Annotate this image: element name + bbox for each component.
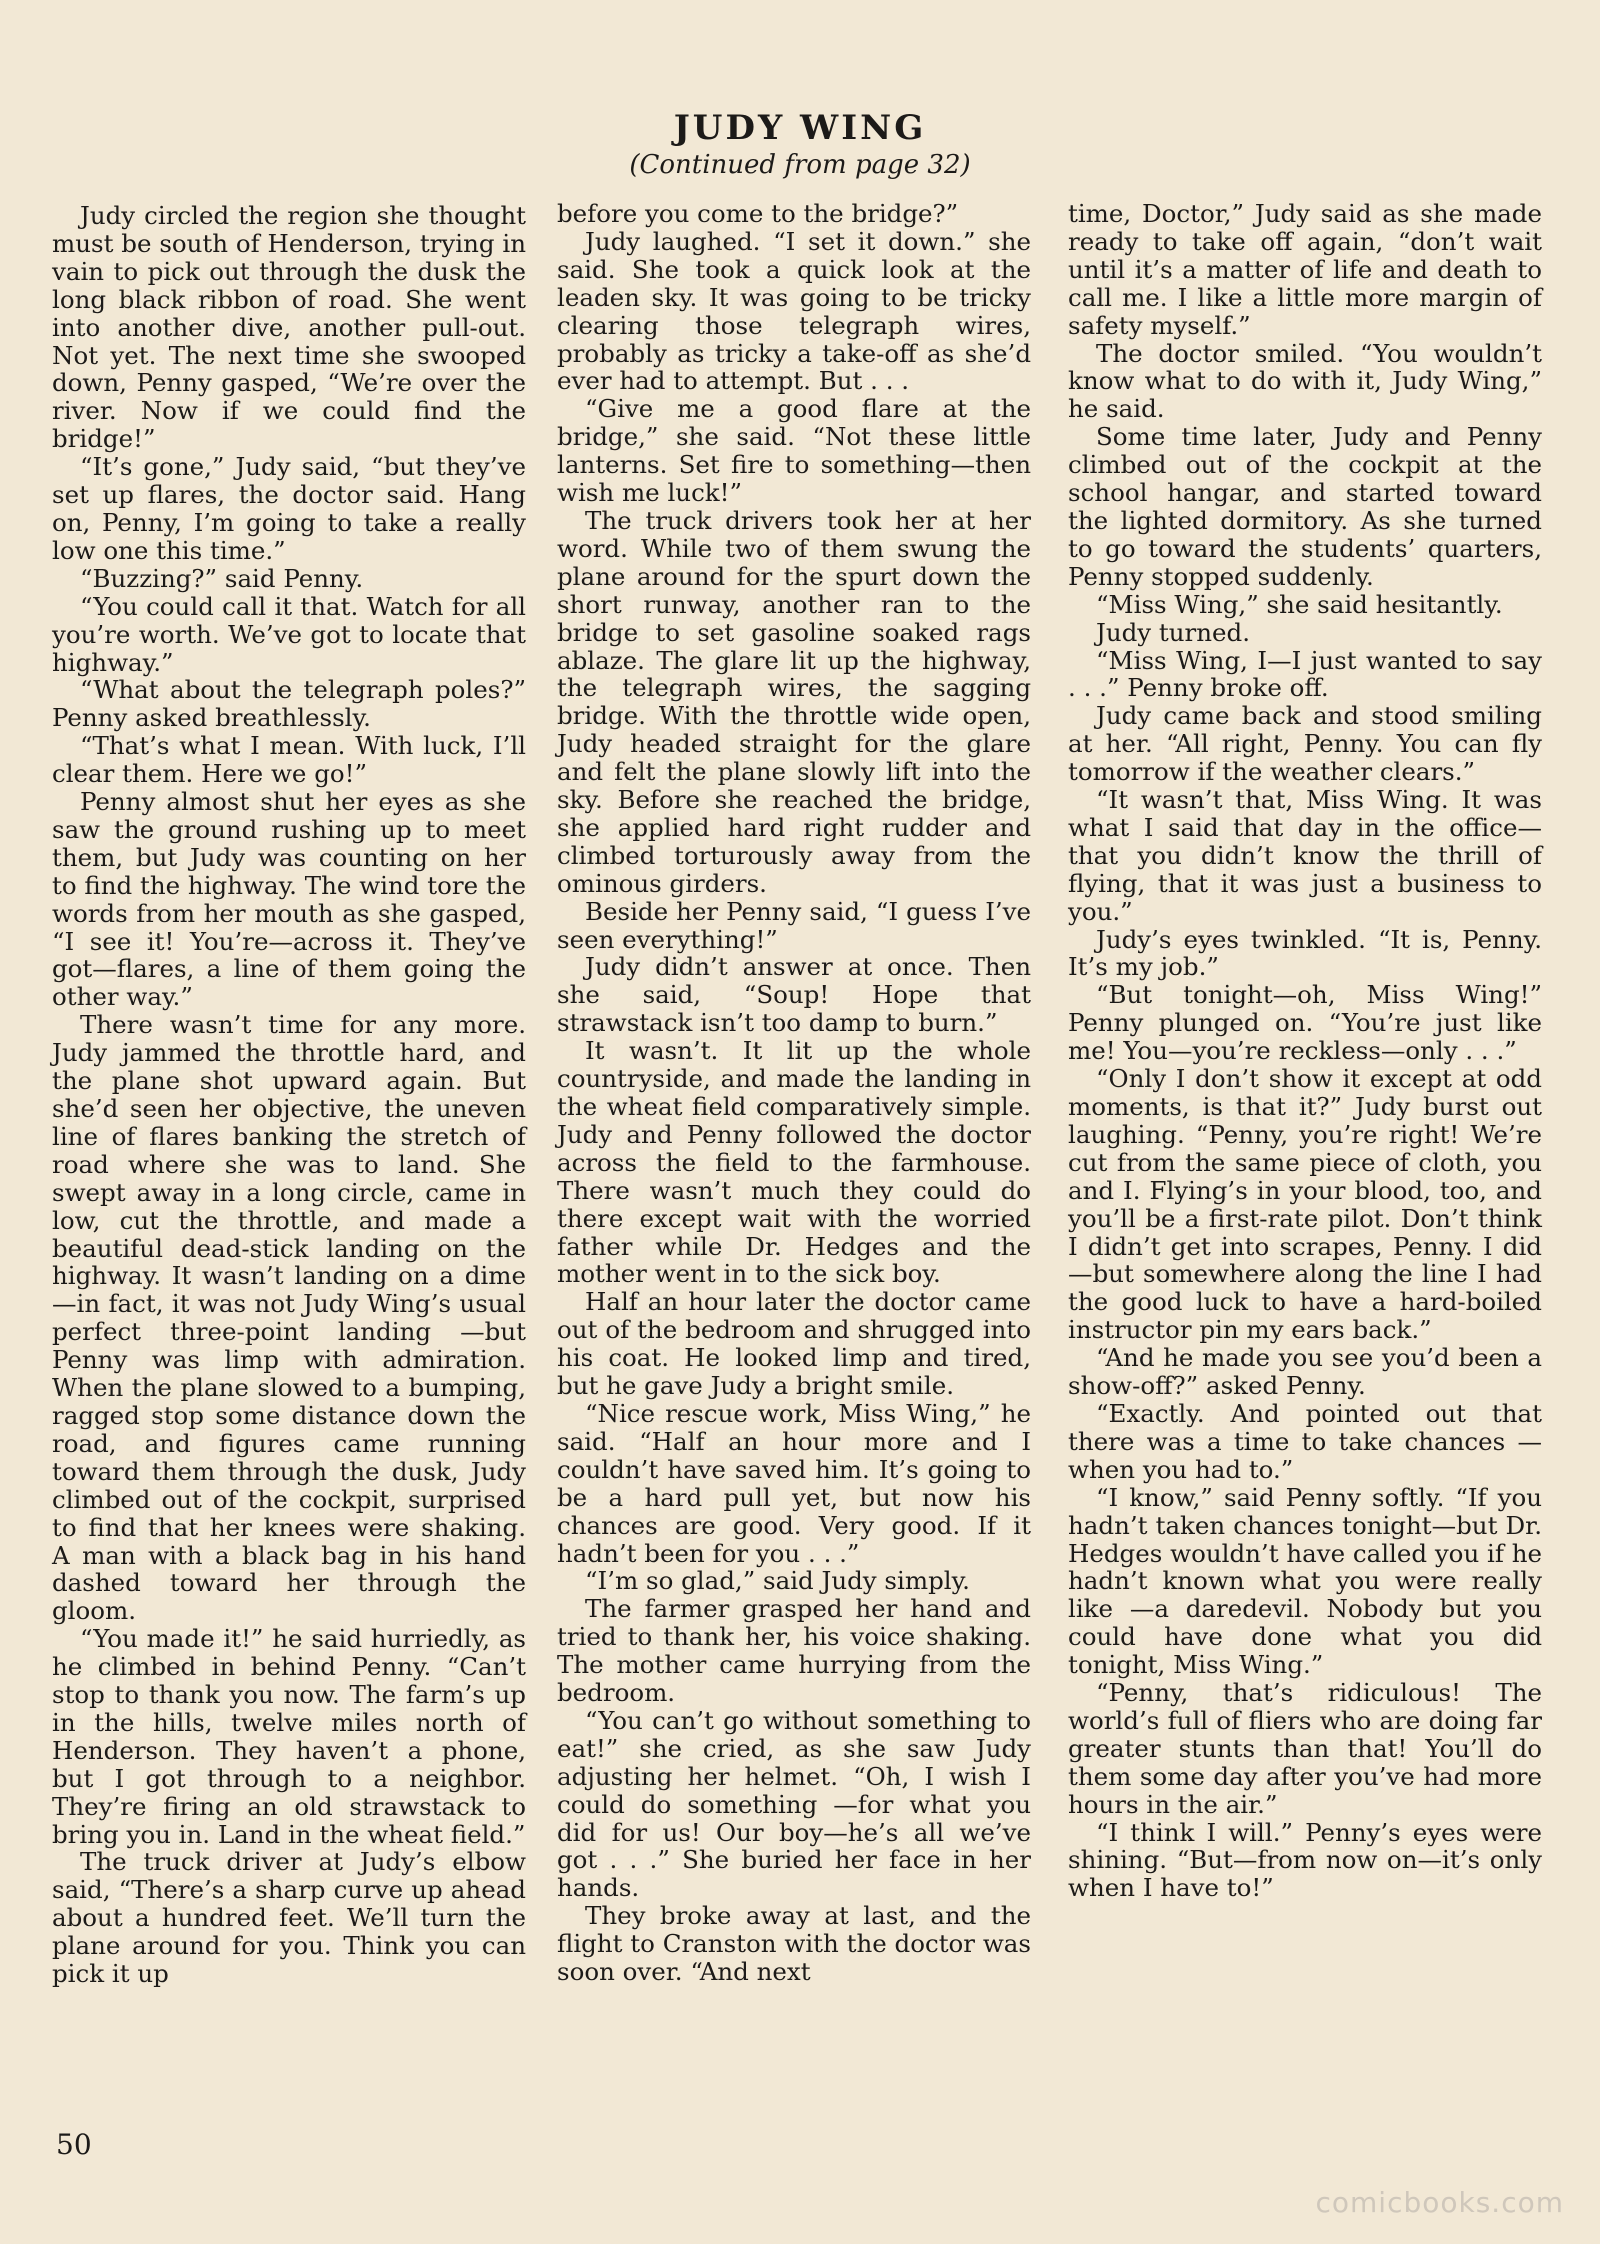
paragraph: Judy turned.: [1096, 617, 1250, 647]
paragraph: “Miss Wing, I—I just wanted to say . . .” Penny broke off.: [1068, 645, 1542, 703]
paragraph: “Buzzing?” said Penny.: [80, 563, 364, 593]
paragraph: “Nice rescue work, Miss Wing,” he said. “Half an hour more and I couldn’t have saved him. It’s going to be a hard pull yet, but now his chances are good. Very good. If it hadn’t been for you . . .”: [557, 1398, 1031, 1568]
text-column-1: [52, 202, 526, 1988]
paragraph: “You made it!” he said hurriedly, as he climbed in behind Penny. “Can’t stop to thank you now. The farm’s up in the hills, twelve miles north of Henderson. They haven’t a phone, but I got through to a neighbor. They’re firing an old strawstack to bring you in. Land in the wheat field.”: [52, 1624, 526, 1849]
paragraph: Penny almost shut her eyes as she saw the ground rushing up to meet them, but Judy was counting on her to find the highway. The wind tore the words from her mouth as she gasped, “I see it! You’re—across it. They’ve got—flares, a line of them going the other way.”: [52, 787, 526, 1012]
paragraph: “But tonight—oh, Miss Wing!” Penny plunged on. “You’re just like me! You—you’re reckless—only . . .”: [1068, 980, 1542, 1066]
paragraph: time, Doctor,” Judy said as she made ready to take off again, “don’t wait until it’s a matter of life and death to call me. I like a little more margin of safety myself.”: [1068, 199, 1542, 340]
paragraph: “You can’t go without something to eat!” she cried, as she saw Judy adjusting her helmet. “Oh, I wish I could do something —for what you did for us! Our boy—he’s all we’ve got . . .” She buried her face in her hands.: [557, 1705, 1031, 1903]
paragraph: Judy circled the region she thought must be south of Henderson, trying in vain to pick out through the dusk the long black ribbon of road. She went into another dive, another pull-out. Not yet. The next time she swooped down, Penny gasped, “We’re over the river. Now if we could find the bridge!”: [52, 201, 526, 454]
paragraph: “It wasn’t that, Miss Wing. It was what I said that day in the office—that you didn’t know the thrill of flying, that it was just a business to you.”: [1068, 785, 1542, 926]
paragraph: There wasn’t time for any more. Judy jammed the throttle hard, and the plane shot upward again. But she’d seen her objective, the uneven line of flares banking the stretch of road where she was to land. She swept away in a long circle, came in low, cut the throttle, and made a beautiful dead-stick landing on the highway. It wasn’t landing on a dime —in fact, it was not Judy Wing’s usual perfect three-point landing —but Penny was limp with admiration. When the plane slowed to a bumping, ragged stop some distance down the road, and figures came running toward them through the dusk, Judy climbed out of the cockpit, surprised to find that her knees were shaking. A man with a black bag in his hand dashed toward her through the gloom.: [52, 1010, 526, 1626]
story-title: JUDY WING: [673, 108, 927, 148]
continued-note: (Continued from page 32): [629, 150, 971, 180]
paragraph: “I think I will.” Penny’s eyes were shining. “But—from now on—it’s only when I have to!”: [1068, 1817, 1542, 1903]
paragraph: before you come to the bridge?”: [557, 199, 959, 228]
paragraph: “I’m so glad,” said Judy simply.: [585, 1566, 970, 1596]
paragraph: They broke away at last, and the flight to Cranston with the doctor was soon over. “And next: [557, 1901, 1031, 1987]
paragraph: “That’s what I mean. With luck, I’ll clear them. Here we go!”: [52, 731, 526, 789]
paragraph: “Exactly. And pointed out that there was a time to take chances —when you had to.”: [1068, 1398, 1542, 1484]
page-number: 50: [56, 2128, 92, 2161]
paragraph: “Give me a good flare at the bridge,” she said. “Not these little lanterns. Set fire to something—then wish me luck!”: [557, 394, 1031, 508]
paragraph: Some time later, Judy and Penny climbed out of the cockpit at the school hangar, and started toward the lighted dormitory. As she turned to go toward the students’ quarters, Penny stopped suddenly.: [1068, 422, 1542, 591]
watermark: comicbooks.com: [1315, 2186, 1564, 2219]
paragraph: “What about the telegraph poles?” Penny asked breathlessly.: [52, 675, 526, 733]
paragraph: Judy’s eyes twinkled. “It is, Penny. It’s my job.”: [1068, 924, 1542, 982]
paragraph: “It’s gone,” Judy said, “but they’ve set up flares, the doctor said. Hang on, Penny, I’m going to take a really low one this time.”: [52, 452, 526, 565]
paragraph: Judy came back and stood smiling at her. “All right, Penny. You can fly tomorrow if the weather clears.”: [1068, 701, 1542, 787]
text-column-2: [557, 200, 1031, 1986]
paragraph: Judy laughed. “I set it down.” she said. She took a quick look at the leaden sky. It was going to be tricky clearing those telegraph wires, probably as tricky a take-off as she’d ever had to attempt. But . . .: [557, 226, 1031, 396]
paragraph: Half an hour later the doctor came out of the bedroom and shrugged into his coat. He looked limp and tired, but he gave Judy a bright smile.: [557, 1287, 1031, 1401]
paragraph: “Only I don’t show it except at odd moments, is that it?” Judy burst out laughing. “Penny, you’re right! We’re cut from the same piece of cloth, you and I. Flying’s in your blood, too, and you’ll be a first-rate pilot. Don’t think I didn’t get into scrapes, Penny. I did—but somewhere along the line I had the good luck to have a hard-boiled instructor pin my ears back.”: [1068, 1064, 1542, 1345]
paragraph: Beside her Penny said, “I guess I’ve seen everything!”: [557, 896, 1031, 954]
paragraph: “And he made you see you’d been a show-off?” asked Penny.: [1068, 1343, 1542, 1401]
paragraph: The farmer grasped her hand and tried to thank her, his voice shaking. The mother came hurrying from the bedroom.: [557, 1594, 1031, 1708]
text-column-3: [1068, 200, 1542, 1902]
paragraph: “Miss Wing,” she said hesitantly.: [1096, 589, 1503, 619]
paragraph: “I know,” said Penny softly. “If you hadn’t taken chances tonight—but Dr. Hedges wouldn’t have called you if he hadn’t known what you were really like —a daredevil. Nobody but you could have done what you did tonight, Miss Wing.”: [1068, 1482, 1542, 1680]
paragraph: “Penny, that’s ridiculous! The world’s full of fliers who are doing far greater stunts than that! You’ll do them some day after you’ve had more hours in the air.”: [1068, 1678, 1542, 1819]
paragraph: “You could call it that. Watch for all you’re worth. We’ve got to locate that highway.”: [52, 591, 526, 677]
paragraph: The truck driver at Judy’s elbow said, “There’s a sharp curve up ahead about a hundred feet. We’ll turn the plane around for you. Think you can pick it up: [52, 1847, 526, 1989]
paragraph: It wasn’t. It lit up the whole countryside, and made the landing in the wheat field comparatively simple. Judy and Penny followed the doctor across the field to the farmhouse. There wasn’t much they could do there except wait with the worried father while Dr. Hedges and the mother went in to the sick boy.: [557, 1036, 1031, 1289]
paragraph: Judy didn’t answer at once. Then she said, “Soup! Hope that strawstack isn’t too damp to burn.”: [557, 952, 1031, 1038]
paragraph: The doctor smiled. “You wouldn’t know what to do with it, Judy Wing,” he said.: [1068, 338, 1542, 424]
paragraph: The truck drivers took her at her word. While two of them swung the plane around for the spurt down the short runway, another ran to the bridge to set gasoline soaked rags ablaze. The glare lit up the highway, the telegraph wires, the sagging bridge. With the throttle wide open, Judy headed straight for the glare and felt the plane slowly lift into the sky. Before she reached the bridge, she applied hard right rudder and climbed torturously away from the ominous girders.: [557, 505, 1031, 898]
